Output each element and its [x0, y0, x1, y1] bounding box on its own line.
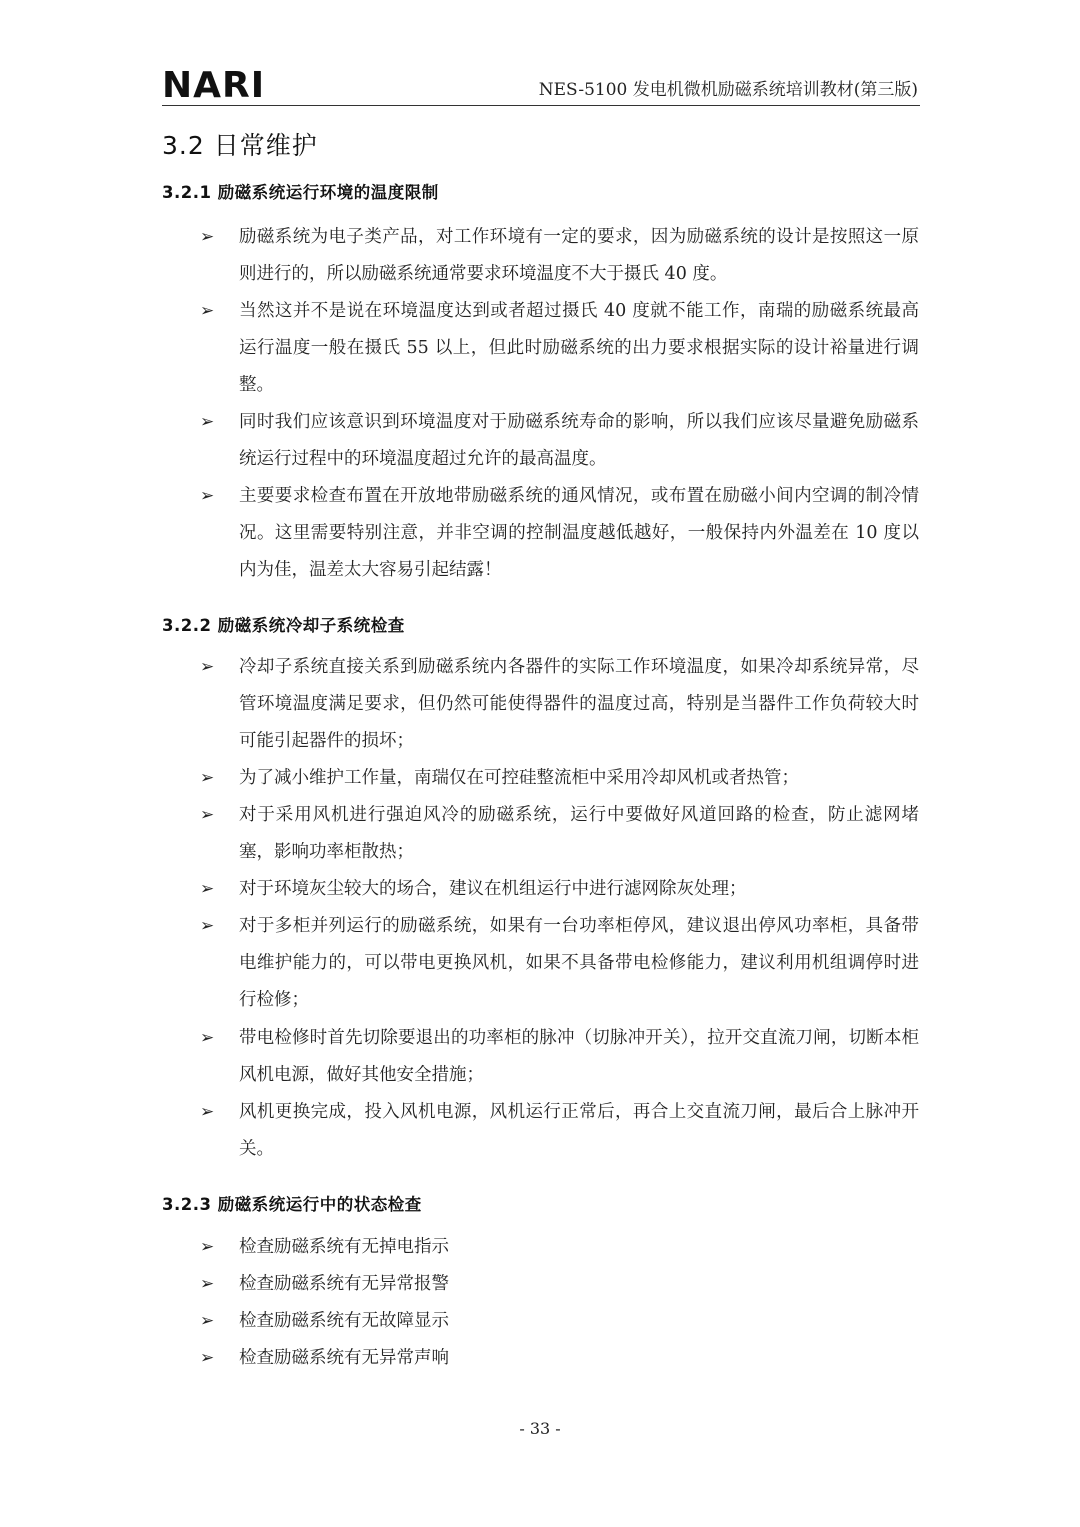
list-item-text: 风机更换完成，投入风机电源，风机运行正常后，再合上交直流刀闸，最后合上脉冲开关。	[239, 1102, 919, 1159]
list-item-text: 带电检修时首先切除要退出的功率柜的脉冲（切脉冲开关），拉开交直流刀闸，切断本柜风机电源，做好其他安全措施；	[239, 1028, 919, 1085]
list-item-text: 为了减小维护工作量，南瑞仅在可控硅整流柜中采用冷却风机或者热管；	[239, 768, 799, 788]
section-title: 3.2 日常维护	[162, 131, 318, 160]
nari-logo: NARI	[162, 65, 266, 106]
list-item-text: 检查励磁系统有无异常报警	[239, 1274, 449, 1294]
list-item-text: 检查励磁系统有无异常声响	[239, 1348, 449, 1368]
list-item-text: 检查励磁系统有无故障显示	[239, 1311, 449, 1331]
arrow-bullet-icon: ➢	[200, 1348, 215, 1368]
subsection-title-3-2-3: 3.2.3 励磁系统运行中的状态检查	[162, 1195, 422, 1214]
list-item-text: 当然这并不是说在环境温度达到或者超过摄氏 40 度就不能工作，南瑞的励磁系统最高运行温度一般在摄氏 55 以上，但此时励磁系统的出力要求根据实际的设计裕量进行调整。	[239, 301, 919, 395]
arrow-bullet-icon: ➢	[200, 227, 215, 247]
arrow-bullet-icon: ➢	[200, 657, 215, 677]
arrow-bullet-icon: ➢	[200, 1274, 215, 1294]
list-item-text: 对于采用风机进行强迫风冷的励磁系统，运行中要做好风道回路的检查，防止滤网堵塞，影响功率柜散热；	[239, 805, 919, 862]
header-title: NES-5100 发电机微机励磁系统培训教材(第三版)	[538, 80, 918, 100]
list-item-text: 检查励磁系统有无掉电指示	[239, 1237, 449, 1257]
header-divider	[162, 105, 920, 106]
list-item-text: 励磁系统为电子类产品，对工作环境有一定的要求，因为励磁系统的设计是按照这一原则进行的，所以励磁系统通常要求环境温度不大于摄氏 40 度。	[239, 227, 919, 284]
arrow-bullet-icon: ➢	[200, 768, 215, 788]
arrow-bullet-icon: ➢	[200, 1102, 215, 1122]
page-number: - 33 -	[519, 1419, 561, 1438]
list-item-text: 对于多柜并列运行的励磁系统，如果有一台功率柜停风，建议退出停风功率柜，具备带电维护能力的，可以带电更换风机，如果不具备带电检修能力，建议利用机组调停时进行检修；	[239, 916, 919, 1010]
arrow-bullet-icon: ➢	[200, 1237, 215, 1257]
arrow-bullet-icon: ➢	[200, 486, 215, 506]
list-item-text: 对于环境灰尘较大的场合，建议在机组运行中进行滤网除灰处理；	[239, 879, 747, 899]
list-item-text: 冷却子系统直接关系到励磁系统内各器件的实际工作环境温度，如果冷却系统异常，尽管环境温度满足要求，但仍然可能使得器件的温度过高，特别是当器件工作负荷较大时可能引起器件的损坏；	[239, 657, 919, 751]
arrow-bullet-icon: ➢	[200, 301, 215, 321]
arrow-bullet-icon: ➢	[200, 1311, 215, 1331]
list-item-text: 主要要求检查布置在开放地带励磁系统的通风情况，或布置在励磁小间内空调的制冷情况。这里需要特别注意，并非空调的控制温度越低越好，一般保持内外温差在 10 度以内为佳，温差太大容易引起结露！	[239, 486, 919, 580]
arrow-bullet-icon: ➢	[200, 805, 215, 825]
arrow-bullet-icon: ➢	[200, 1028, 215, 1048]
arrow-bullet-icon: ➢	[200, 879, 215, 899]
list-item-text: 同时我们应该意识到环境温度对于励磁系统寿命的影响，所以我们应该尽量避免励磁系统运行过程中的环境温度超过允许的最高温度。	[239, 412, 919, 469]
arrow-bullet-icon: ➢	[200, 412, 215, 432]
arrow-bullet-icon: ➢	[200, 916, 215, 936]
subsection-title-3-2-2: 3.2.2 励磁系统冷却子系统检查	[162, 616, 405, 635]
subsection-title-3-2-1: 3.2.1 励磁系统运行环境的温度限制	[162, 183, 439, 202]
